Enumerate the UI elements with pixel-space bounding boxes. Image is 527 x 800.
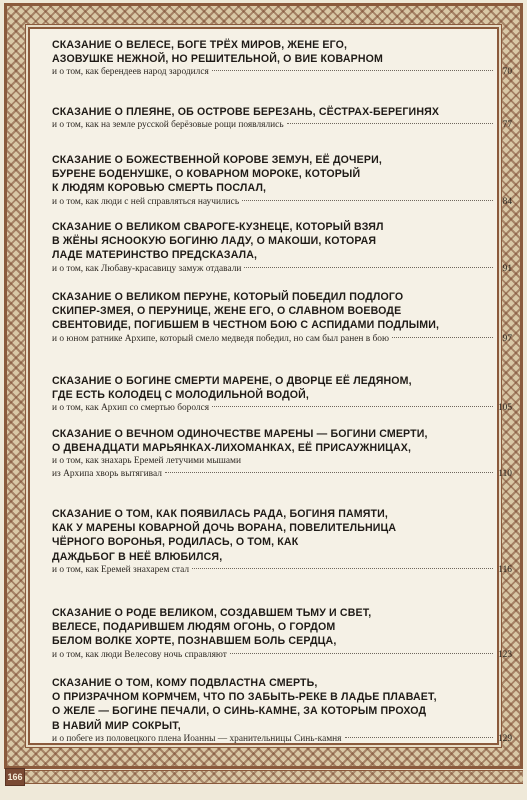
toc-entry-subtitle [52,66,512,79]
title-line: К ЛЮДЯМ КОРОВЬЮ СМЕРТЬ ПОСЛАЛ, [52,182,267,195]
toc-entry[interactable] [52,38,512,79]
toc-entry-subtitle [52,333,512,346]
dot-leader [212,70,493,71]
toc-entry-subtitle-text: и о побеге из половецкого плена Иоанны — хранительницы Синь-камня [52,733,342,744]
toc-entry-page-number: 84 [502,196,512,207]
bottom-ornament-strip [24,770,523,784]
title-line: СКАЗАНИЕ О БОЖЕСТВЕННОЙ КОРОВЕ ЗЕМУН, ЕЁ ДОЧЕРИ, [52,154,382,166]
title-line: СКАЗАНИЕ О ВЕЛЕСЕ, БОГЕ ТРЁХ МИРОВ, ЖЕНЕ ЕГО, [52,39,348,51]
toc-entry-title [52,606,512,649]
toc-entry[interactable] [52,606,512,662]
toc-entry-page-number: 116 [498,564,512,575]
toc-entry-subtitle [52,564,512,577]
toc-entry[interactable] [52,290,512,346]
toc-entry-subtitle-text: и о том, как на земле русской берёзовые рощи появлялись [52,120,284,131]
toc-entry-title [52,676,512,733]
title-line: СКАЗАНИЕ О ПЛЕЯНЕ, ОБ ОСТРОВЕ БЕРЕЗАНЬ, СЁСТРАХ-БЕРЕГИНЯХ [52,106,440,118]
title-line: В ЖЁНЫ ЯСНООКУЮ БОГИНЮ ЛАДУ, О МАКОШИ, КОТОРАЯ [52,235,377,248]
dot-leader [244,267,493,268]
title-line: О ЖЕЛЕ — БОГИНЕ ПЕЧАЛИ, О СИНЬ-КАМНЕ, ЗА КОТОРЫМ ПРОХОД [52,705,427,718]
toc-entry-page-number: 123 [497,649,512,660]
toc-entry-subtitle-text: из Архипа хворь вытягивал [52,469,162,480]
toc-entry-page-number: 129 [497,733,512,744]
toc-entry-title [52,427,512,455]
toc-entry-title [52,220,512,263]
toc-entry-subtitle [52,402,512,415]
title-line: ЧЁРНОГО ВОРОНЬЯ, РОДИЛАСЬ, О ТОМ, КАК [52,536,299,549]
toc-entry[interactable] [52,153,512,209]
toc-entry[interactable] [52,507,512,577]
title-line: ДАЖДЬБОГ В НЕЁ ВЛЮБИЛСЯ, [52,550,223,563]
toc-entry-subtitle-text: и о том, как Еремей знахарем стал [52,564,190,575]
title-line: СВЕНТОВИДЕ, ПОГИБШЕМ В ЧЕСТНОМ БОЮ С АСПИДАМИ ПОДЛЫМИ, [52,319,440,332]
title-line: СКАЗАНИЕ О ВЕЛИКОМ СВАРОГЕ-КУЗНЕЦЕ, КОТОРЫЙ ВЗЯЛ [52,221,384,233]
dot-leader [287,123,493,124]
toc-entry-title [52,507,512,564]
toc-entry-subtitle-text: и о том, как люди с ней справляться научились [52,196,240,207]
title-line: СКАЗАНИЕ О ВЕЧНОМ ОДИНОЧЕСТВЕ МАРЕНЫ — БОГИНИ СМЕРТИ, [52,428,428,440]
toc-entry-page-number: 105 [497,403,512,414]
title-line: СКАЗАНИЕ О ВЕЛИКОМ ПЕРУНЕ, КОТОРЫЙ ПОБЕДИЛ ПОДЛОГО [52,291,404,303]
title-line: В НАВИЙ МИР СОКРЫТ, [52,719,181,732]
toc-entry-subtitle-text: и о том, как Архип со смертью боролся [52,403,210,414]
toc-entry[interactable] [52,427,512,481]
toc-entry-subtitle [52,263,512,276]
toc-entry-page-number: 97 [502,333,512,344]
toc-entry[interactable] [52,105,512,132]
toc-entry[interactable] [52,676,512,746]
toc-entry-subtitle-text: и о том, как Любаву-красавицу замуж отдавали [52,263,242,274]
toc-entry-subtitle-line: и о том, как знахарь Еремей летучими мышами [52,456,241,467]
title-line: БЕЛОМ ВОЛКЕ ХОРТЕ, ПОЗНАВШЕМ БОЛЬ СЕРДЦА, [52,635,337,648]
dot-leader [212,406,493,407]
toc-entry-page-number: 70 [502,67,512,78]
title-line: БУРЕНЕ БОДЕНУШКЕ, О КОВАРНОМ МОРОКЕ, КОТОРЫЙ [52,168,361,181]
toc-entry-subtitle-text: и о том, как берендеев народ зародился [52,67,209,78]
page-number: 166 [5,768,25,786]
toc-entry-page-number: 77 [502,120,512,131]
toc-entry-page-number: 91 [502,263,512,274]
toc-entry-subtitle-text: и о том, как люди Велесову ночь справляют [52,649,227,660]
toc-entry-subtitle [52,468,512,481]
title-line: КАК У МАРЕНЫ КОВАРНОЙ ДОЧЬ ВОРАНА, ПОВЕЛИТЕЛЬНИЦА [52,522,397,535]
toc-entry-subtitle [52,649,512,662]
dot-leader [392,337,493,338]
title-line: СКАЗАНИЕ О БОГИНЕ СМЕРТИ МАРЕНЕ, О ДВОРЦЕ ЕЁ ЛЕДЯНОМ, [52,375,412,387]
dot-leader [242,200,493,201]
toc-entry-title [52,38,512,66]
title-line: СКАЗАНИЕ О РОДЕ ВЕЛИКОМ, СОЗДАВШЕМ ТЬМУ И СВЕТ, [52,607,372,619]
toc-entry-title [52,290,512,333]
toc-entry-subtitle [52,196,512,209]
dot-leader [345,737,494,738]
title-line: СКИПЕР-ЗМЕЯ, О ПЕРУНИЦЕ, ЖЕНЕ ЕГО, О СЛАВНОМ ВОЕВОДЕ [52,305,402,318]
dot-leader [165,472,493,473]
toc-entry-title [52,153,512,196]
toc-entry-title [52,105,512,119]
dot-leader [192,568,493,569]
toc-entry-title [52,374,512,402]
title-line: СКАЗАНИЕ О ТОМ, КОМУ ПОДВЛАСТНА СМЕРТЬ, [52,677,318,689]
title-line: О ДВЕНАДЦАТИ МАРЬЯНКАХ-ЛИХОМАНКАХ, ЕЁ ПРИСАУЖНИЦАХ, [52,442,412,455]
title-line: ВЕЛЕСЕ, ПОДАРИВШЕМ ЛЮДЯМ ОГОНЬ, О ГОРДОМ [52,621,336,634]
toc-entry-subtitle [52,733,512,746]
title-line: АЗОВУШКЕ НЕЖНОЙ, НО РЕШИТЕЛЬНОЙ, О ВИЕ КОВАРНОМ [52,53,383,66]
title-line: ЛАДЕ МАТЕРИНСТВО ПРЕДСКАЗАЛА, [52,249,258,262]
toc-entry-subtitle [52,119,512,132]
title-line: О ПРИЗРАЧНОМ КОРМЧЕМ, ЧТО ПО ЗАБЫТЬ-РЕКЕ В ЛАДЬЕ ПЛАВАЕТ, [52,691,437,704]
title-line: ГДЕ ЕСТЬ КОЛОДЕЦ С МОЛОДИЛЬНОЙ ВОДОЙ, [52,389,310,402]
dot-leader [230,653,493,654]
toc-entry-subtitle-text: и о юном ратнике Архипе, который смело медведя победил, но сам был ранен в бою [52,333,389,344]
toc-entry[interactable] [52,374,512,415]
title-line: СКАЗАНИЕ О ТОМ, КАК ПОЯВИЛАСЬ РАДА, БОГИНЯ ПАМЯТИ, [52,508,388,520]
toc-entry-page-number: 110 [498,469,512,480]
toc-entry[interactable] [52,220,512,276]
